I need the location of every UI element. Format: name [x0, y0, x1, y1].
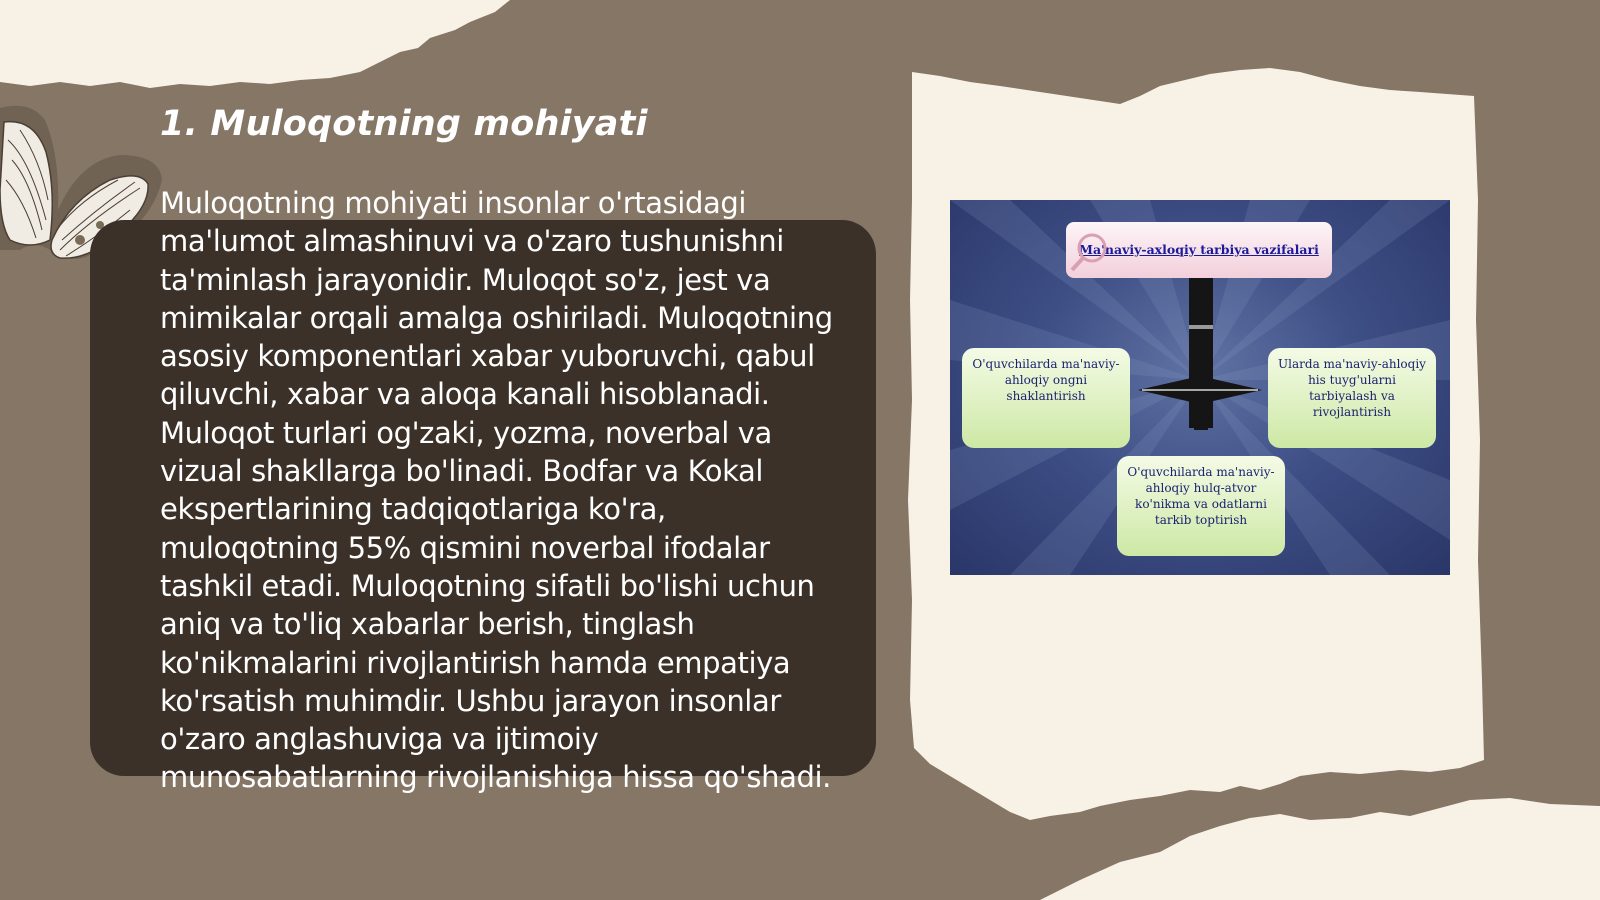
slide-body-text: Muloqotning mohiyati insonlar o'rtasidagi ma'lumot almashinuvi va o'zaro tushunishni ta'minlash jarayonidir. Muloqot so'z, jest va mimikalar orqali amalga oshiriladi. Muloqotning asosiy komponentlari xabar yuboruvchi, qabul qiluvchi, xabar va aloqa kanali hisoblanadi. Muloqot turlari og'zaki, yozma, noverbal va vizual shakllarga bo'linadi. Bodfar va Kokal ekspertlarining tadqiqotlariga ko'ra, muloqotning 55% qismini noverbal ifodalar tashkil etadi. Muloqotning sifatli bo'lishi uchun aniq va to'liq xabarlar berish, tinglash ko'nikmalarini rivojlantirish hamda empatiya ko'rsatish muhimdir. Ushbu jarayon insonlar o'zaro anglashuviga va ijtimoiy munosabatlarning rivojlanishiga hissa qo'shadi.	[160, 186, 833, 795]
diagram-bottom-box: O'quvchilarda ma'naviy-ahloqiy hulq-atvor ko'nikma va odatlarni tarkib toptirish	[1117, 456, 1285, 556]
torn-paper-bottom-right	[1040, 798, 1600, 900]
torn-paper-top-left	[0, 0, 510, 88]
magnifier-icon	[1068, 230, 1112, 274]
slide-title: 1. Muloqotning mohiyati	[160, 104, 648, 144]
diagram-image	[950, 200, 1450, 575]
diagram-title-box: Ma'naviy-axloqiy tarbiya vazifalari	[1066, 222, 1332, 278]
diagram-right-box: Ularda ma'naviy-ahloqiy his tuyg'ularni tarbiyalash va rivojlantirish	[1268, 348, 1436, 448]
diagram-left-box: O'quvchilarda ma'naviy-ahloqiy ongni shaklantirish	[962, 348, 1130, 448]
